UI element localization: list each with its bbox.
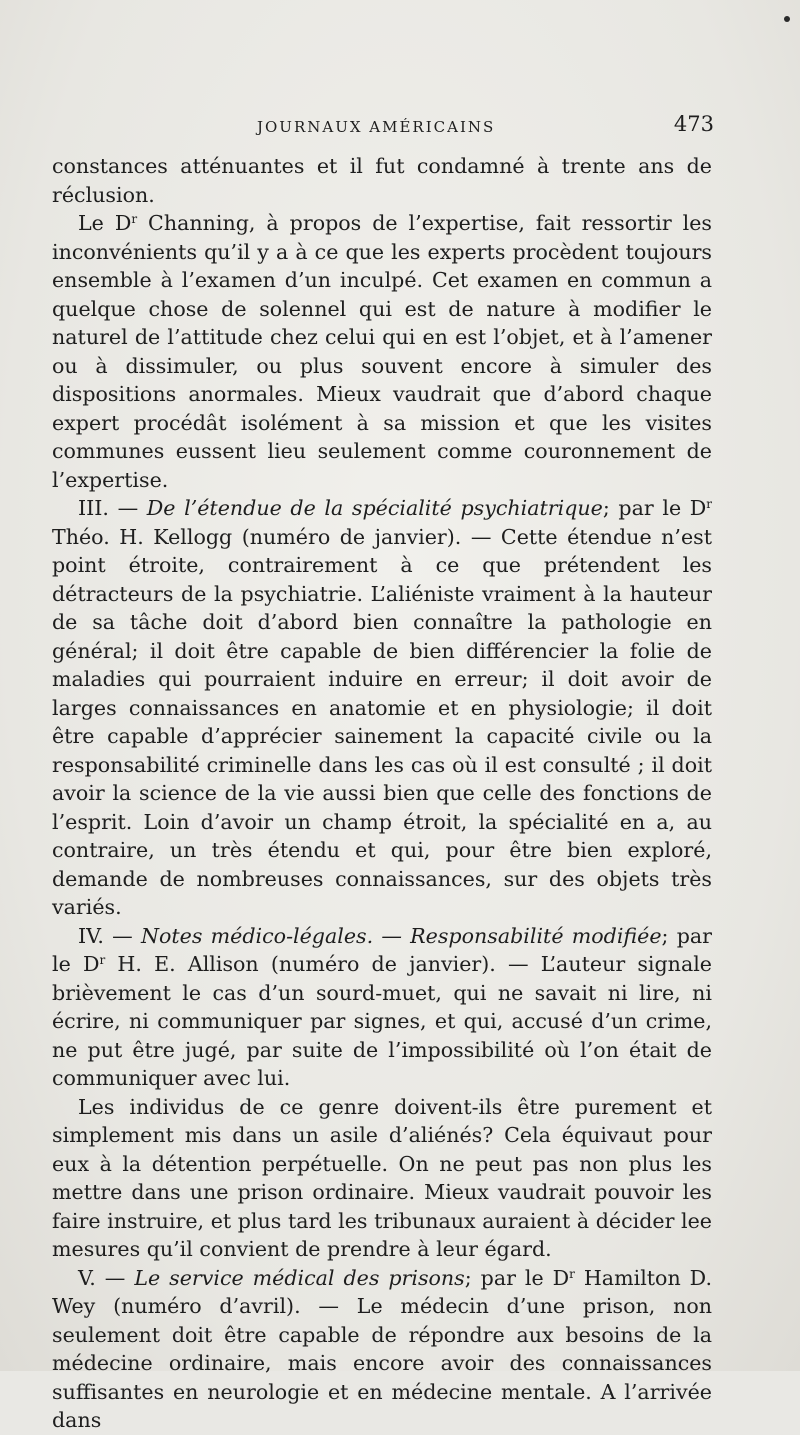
section-numeral: III. — [78,496,147,520]
paragraph-text: Hamilton D. Wey (numéro d’avril). — Le médecin d’une prison, non seulement doit être capable de répondre aux besoins de la médecine ordinaire, mais encore avoir des connaissances suffisantes en neurologie et en médecine mentale. A l’arrivée dans [52,1265,712,1432]
paragraph-text: constances atténuantes et il fut condamné à trente ans de réclusion. [52,154,712,207]
ink-speck [784,16,790,22]
page-number: 473 [673,112,714,136]
author-lead: ; par le D [464,1265,570,1290]
paragraph-text: Channing, à propos de l’expertise, fait ressortir les inconvénients qu’il y a à ce que les experts procèdent toujours ensemble à l’examen d’un inculpé. Cet examen en commun a quelque chose de solennel qui est de nature à modifier le naturel de l’attitude chez celui qui en est l’objet, et à l’amener ou à dissimuler, ou plus souvent encore à simuler des dispositions anormales. Mieux vaudrait que d’abord chaque expert procédât isolément à sa mission et que les visites communes eussent lieu seulement comme couronnement de l’expertise. [52,211,712,492]
body-text [52,152,712,1435]
article-title: Le service médical des prisons [134,1265,465,1290]
section-numeral: V. — [78,1265,135,1290]
superscript: r [706,496,713,511]
paragraph-text: H. E. Allison (numéro de janvier). — L’auteur signale brièvement le cas d’un sourd-muet, qui ne savait ni lire, ni écrire, ni communiquer par signes, et qui, accusé d’un crime, ne put être jugé, par suite de l’impossibilité où l’on était de communiquer avec lui. [52,952,712,1090]
paragraph-text: Théo. H. Kellogg (numéro de janvier). — Cette étendue n’est point étroite, contrairement à ce que prétendent les détracteurs de la psychiatrie. L’aliéniste vraiment à la hauteur de sa tâche doit d’abord bien connaître la pathologie en général; il doit être capable de bien différencier la folie de maladies qui pourraient induire en erreur; il doit avoir de larges connaissances en anatomie et en physiologie; il doit être capable d’apprécier sainement la capacité civile ou la responsabilité criminelle dans les cas où il est consulté ; il doit avoir la science de la vie aussi bien que celle des fonctions de l’esprit. Loin d’avoir un champ étroit, la spécialité en a, au contraire, un très étendu et qui, pour être bien exploré, demande de nombreuses connaissances, sur des objets très variés. [52,524,712,919]
page-header [52,112,714,142]
running-head: JOURNAUX AMÉRICAINS [257,118,496,136]
paragraph-lead: Le D [78,211,132,235]
paragraph-continuation [52,152,712,209]
paragraph-channing [52,209,712,494]
paragraph-text: Les individus de ce genre doivent-ils être purement et simplement mis dans un asile d’aliénés? Cela équivaut pour eux à la détention perpétuelle. On ne peut pas non plus les mettre dans une prison ordinaire. Mieux vaudrait pouvoir les faire instruire, et plus tard les tribunaux auraient à décider lee mesures qu’il convient de prendre à leur égard. [52,1094,712,1261]
paragraph-section-iii [52,494,712,922]
paragraph-individus [52,1093,712,1264]
author-lead: ; par le D [52,923,713,976]
superscript: r [569,1266,575,1281]
superscript: r [99,952,106,967]
paragraph-section-iv [52,922,712,1093]
section-numeral: IV. — [78,923,141,948]
paragraph-section-v [52,1264,712,1435]
superscript: r [131,211,138,226]
author-lead: ; par le D [602,496,707,520]
article-title: De l’étendue de la spécialité psychiatrique [146,496,603,520]
article-title: Notes médico-légales. — Responsabilité modifiée [140,923,662,948]
